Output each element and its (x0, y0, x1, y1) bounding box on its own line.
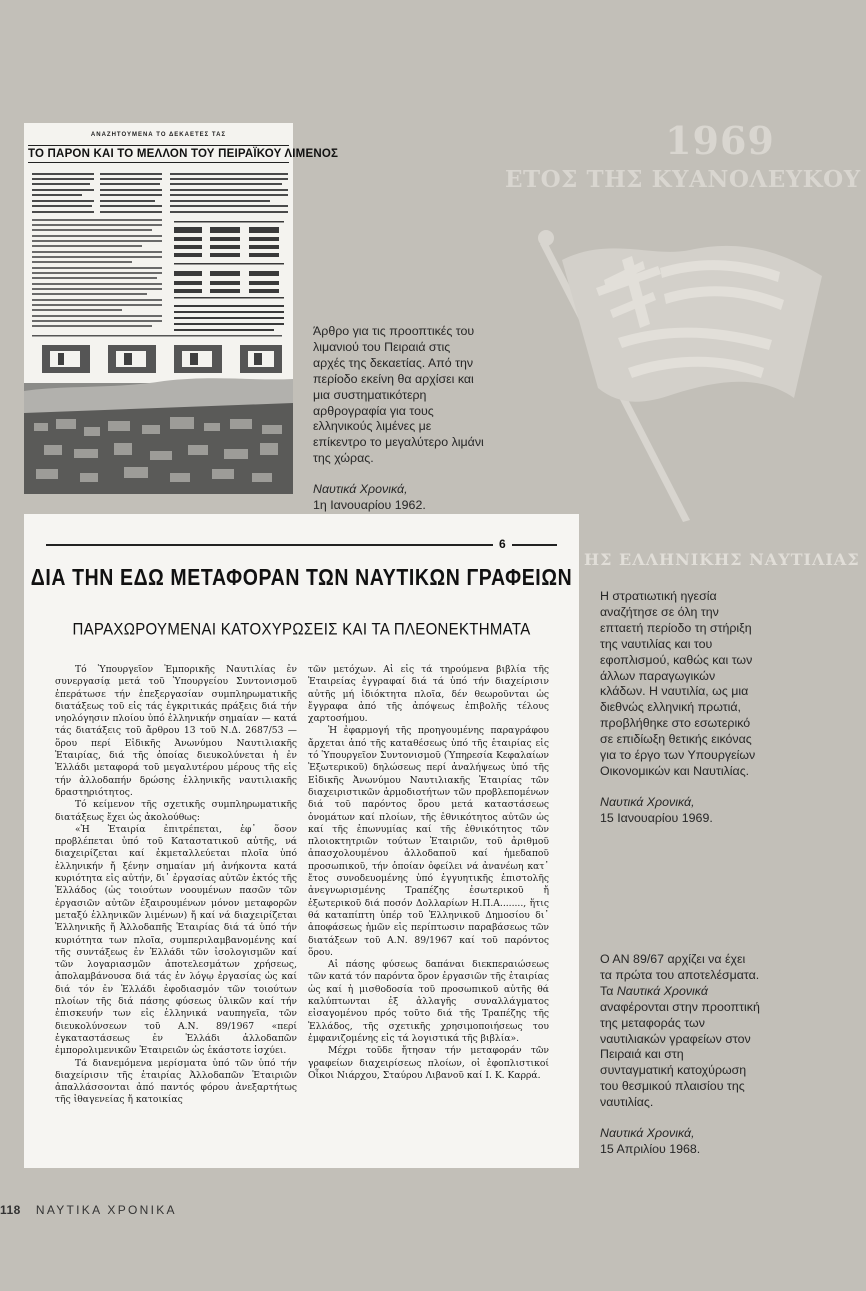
caption-1968-text-b: αναφέρονται στην προοπτική της μεταφοράς των ναυτιλιακών γραφείων στον Πειραιά και στη συνταγματική κατοχύρωση του θεσμικού πλαισίου της ναυτιλίας. (600, 999, 760, 1110)
caption-1968-text (600, 952, 760, 1111)
caption-1969 (600, 589, 760, 827)
caption-1968-source: Ναυτικά Χρονικά, (600, 1126, 695, 1141)
greek-flag-illustration (540, 228, 860, 528)
caption-1962-date: 1η Ιανουαρίου 1962. (313, 498, 426, 513)
clipping-body-graphic (24, 123, 293, 494)
article-paragraph: Τό Ὑπουργεῖον Ἐμπορικῆς Ναυτιλίας ἐν συνεργασίᾳ μετά τοῦ Ὑπουργείου Συντονισμοῦ ἐπεράτωσε τήν ἐπεξεργασίαν συμπληρωματικῆς διατάξεως τοῦ εἰς τάς ἐγκριτικάς πράξεις διά τήν νηολόγησιν πλοίου ὑπό ἑλληνικήν σημαίαν — κατά τάς διατάξεις τοῦ ἄρθρου 13 τοῦ Ν.Δ. 2687/53 — ὅρου περί Εἰδικῆς Ἀνωνύμου Ναυτιλιακῆς Ἑταιρίας, διά τῆς ὁποίας διευκολύνεται ἡ ἐν Ἑλλάδι μεταφορά τοῦ μεγαλυτέρου μέρους τῆς εἰς τήν ἀλλοδαπήν δρώσης ἑλληνικῆς ναυτιλιακῆς δραστηριότητος. (55, 664, 297, 798)
magazine-name: ΝΑΥΤΙΚΑ ΧΡΟΝΙΚΑ (35, 1203, 177, 1217)
header-rule (46, 544, 557, 546)
clipping-headline: ΤΟ ΠΑΡΟΝ ΚΑΙ ΤΟ ΜΕΛΛΟΝ ΤΟΥ ΠΕΙΡΑΪΚΟΥ ΛΙΜΕΝΟΣ (28, 145, 289, 163)
article-column-left (55, 664, 297, 1107)
clipping-headline: ΔΙΑ ΤΗΝ ΕΔΩ ΜΕΤΑΦΟΡΑΝ ΤΩΝ ΝΑΥΤΙΚΩΝ ΓΡΑΦΕΙΩΝ (30, 564, 573, 591)
clipping-subheadline: ΠΑΡΑΧΩΡΟΥΜΕΝΑΙ ΚΑΤΟΧΥΡΩΣΕΙΣ ΚΑΙ ΤΑ ΠΛΕΟΝΕΚΤΗΜΑΤΑ (72, 619, 531, 640)
clipping-page-number: 6 (493, 537, 512, 551)
newspaper-clipping-1968 (24, 514, 579, 1168)
article-column-right (308, 664, 549, 1082)
article-paragraph: Μέχρι τοῦδε ἤτησαν τήν μεταφοράν τῶν γραφείων διαχειρίσεως πλοίων, οἱ ἐφοπλιστικοί Οἶκοι Νιάρχου, Σταύρου Λιβανοῦ καί Ι. Κ. Καρρά. (308, 1045, 549, 1081)
article-paragraph: Αἱ πάσης φύσεως δαπάναι διεκπεραιώσεως τῶν κατά τόν παρόντα ὅρον ἐργασιῶν τῆς ἑταιρίας ὡς καί ἡ μισθοδοσία τοῦ προσωπικοῦ αὐτῆς θά καλύπτωνται ἐξ ἀλλαγῆς συναλλάγματος εἰσαγομένου πρός τοῦτο διά τῆς Τραπέζης τῆς Ἑλλάδος, τῆς σχετικῆς χρησιμοποιήσεως του ἐμφανιζομένης εἰς τά λογιστικά τῆς βιβλία». (308, 959, 550, 1044)
article-paragraph: τῶν μετόχων. Αἱ εἰς τά τηρούμενα βιβλία τῆς Ἑταιρείας ἐγγραφαί διά τά ὑπό τήν διαχείρισιν αὐτῆς μή ἰδιόκτητα πλοῖα, δέν θεωροῦνται ὡς ἔγγραφα ἀπό τῆς ἀπόψεως ἐπιβολῆς τέλους χαρτοσήμου. (308, 664, 549, 725)
caption-1962-source: Ναυτικά Χρονικά, (313, 482, 408, 497)
article-paragraph: Ἡ ἐφαρμογή τῆς προηγουμένης παραγράφου ἄρχεται ἀπό τῆς καταθέσεως ὑπό τῆς ἑταιρίας εἰς τό Ὑπουργεῖον Συντονισμοῦ (Ὑπηρεσία Κεφαλαίων Ἐξωτερικοῦ) δηλώσεως περί ἀναλήψεως ὑπό τῆς Εἰδικῆς Ἀνωνύμου Ναυτιλιακῆς Ἑταιρίας τῶν διαχειριστικῶν ἁρμοδιοτήτων τῶν προβλεπομένων διά τοῦ παρόντος ὅρου μετά καταστάσεως ὀνομάτων καί πλοίων, τῆς ἐθνικότητος αὐτῶν ὡς καί τῆς ἐπωνυμίας καί τῆς ἐθνικότητος τῶν πλοιοκτητριῶν τούτων Ἑταιριῶν, τοῦ ἀριθμοῦ ἀπασχολουμένου ἀλλοδαποῦ καί ἡμεδαποῦ προσωπικοῦ, τήν ὁποίαν ὀφείλει νά ἀνανέωη κατ᾽ ἔτος συνοδευομένης ὑπό ἐγγυητικῆς ἐπιστολῆς ἀνεγνωρισμένης Τραπέζης ἐσωτερικοῦ ἤ ἐξωτερικοῦ διά ποσόν Δολλαρίων Η.Π.Α........, ἥτις θά καταπίπτη ὑπέρ τοῦ Ἑλληνικοῦ Δημοσίου δι᾽ ἀποφάσεως ἡμῶν εἰς περίπτωσιν παραβάσεως τῶν διατάξεων τοῦ Α.Ν. 89/1967 καί τοῦ παρόντος ὅρου. (308, 725, 549, 958)
year-number: 1969 (665, 118, 775, 163)
article-paragraph: Τά διανεμόμενα μερίσματα ὑπό τῶν ὑπό τήν διαχείρισιν τῆς ἑταιρίας Ἀλλοδαπῶν Ἑταιριῶν ἀπαλλάσσονται ἀπό παντός φόρου ἀνεξαρτήτως τῆς ἰθαγενείας ἤ κατοικίας (55, 1057, 297, 1106)
caption-1969-date: 15 Ιανουαρίου 1969. (600, 810, 713, 825)
year-title: ΕΤΟΣ ΤΗΣ ΚΥΑΝΟΛΕΥΚΟΥ (505, 166, 861, 193)
section-title: ΗΣ ΕΛΛΗΝΙΚΗΣ ΝΑΥΤΙΛΙΑΣ (584, 550, 860, 569)
article-paragraph: Τό κείμενον τῆς σχετικῆς συμπληρωματικῆς διατάξεως ἔχει ὡς ἀκολούθως: (55, 799, 297, 823)
page-number: 118 (0, 1203, 21, 1217)
caption-1962-text: Άρθρο για τις προοπτικές του λιμανιού του Πειραιά στις αρχές της δεκαετίας. Από την περίοδο εκείνη θα αρχίσει και μια συστηματικότερη αρθρογραφία για τους ελληνικούς λιμένες με επίκεντρο το μεγαλύτερο λιμάνι της χώρας. (313, 324, 484, 466)
caption-1969-text: Η στρατιωτική ηγεσία αναζήτησε σε όλη την επταετή περίοδο τη στήριξη της ναυτιλίας και του εφοπλισμού, καθώς και των άλλων παραγωγικών κλάδων. Η ναυτιλία, ως μια διεθνώς ελληνική πρωτιά, προβλήθηκε στο εσωτερικό σε επιδίωξη θετικής εικόνας για το έργο των Υπουργείων Οικονομικών και Ναυτιλίας. (600, 589, 756, 778)
caption-1968-date: 15 Απριλίου 1968. (600, 1141, 701, 1156)
caption-1962 (313, 324, 485, 514)
newspaper-clipping-1962 (24, 123, 339, 494)
caption-1968-text-a: Ο ΑΝ 89/67 αρχίζει να έχει τα πρώτα του αποτελέσματα. Τα (600, 952, 760, 998)
caption-1969-source: Ναυτικά Χρονικά, (600, 794, 695, 809)
clipping-kicker: ΑΝΑΖΗΤΟΥΜΕΝΑ ΤΟ ΔΕΚΑΕΤΕΣ ΤΑΣ (90, 132, 227, 138)
caption-1968 (600, 952, 760, 1158)
page-footer (0, 1203, 177, 1217)
article-paragraph: «Ἡ Ἑταιρία ἐπιτρέπεται, ἐφ᾽ ὅσον προβλέπεται ὑπό τοῦ Καταστατικοῦ αὐτῆς, νά διαχειρίζεται καί ἐκμεταλλεύεται πλοῖα ὑπό ἑλληνικήν ἤ ξένην σημαίαν μή ἀνήκοντα κατά κυριότητα εἰς αὐτήν, δι᾽ ἐργασίας αὐτῶν ἐκτός τῆς Ἑλλάδος (ὡς τοιούτων νοουμένων πασῶν τῶν ἐργασιῶν αὐτῶν ἐξαιρουμένων μόνον μεταφορῶν μεταξύ ἑλληνικῶν λιμένων) ἤ καί νά διαχειρίζεται Ἑλληνικῆς ἤ Ἀλλοδαπῆς Ἑταιρίας διά τά ὑπό τήν κυριότητα των πλοῖα, συμπεριλαμβανομένης καί τῆς συντάξεως ἐν Ἑλλάδι τῶν ἰσολογισμῶν καί τῶν λογαριασμῶν ἀποτελεσμάτων χρήσεως, ἀπολαμβάνουσα διά τάς ἐν λόγῳ ἐργασίας ὡς καί διά τόν ἐν Ἑλλάδι ἐφοδιασμόν τῶν τοιούτων πλοίων τῆς διά πάσης φύσεως ὑλικῶν καί τήν ἐπισκευήν των εἰς ἑλληνικά ναυπηγεῖα, τῶν διευκολύνσεων τοῦ Α.Ν. 89/1967 «περί ἐγκαταστάσεως ἐν Ἑλλάδι ἀλλοδαπῶν ἐμπορολιμενικῶν Ἑταιρειῶν ὡς ἑκάστοτε ἰσχύει. (55, 823, 297, 1057)
caption-1968-text-italic: Ναυτικά Χρονικά (616, 983, 708, 998)
